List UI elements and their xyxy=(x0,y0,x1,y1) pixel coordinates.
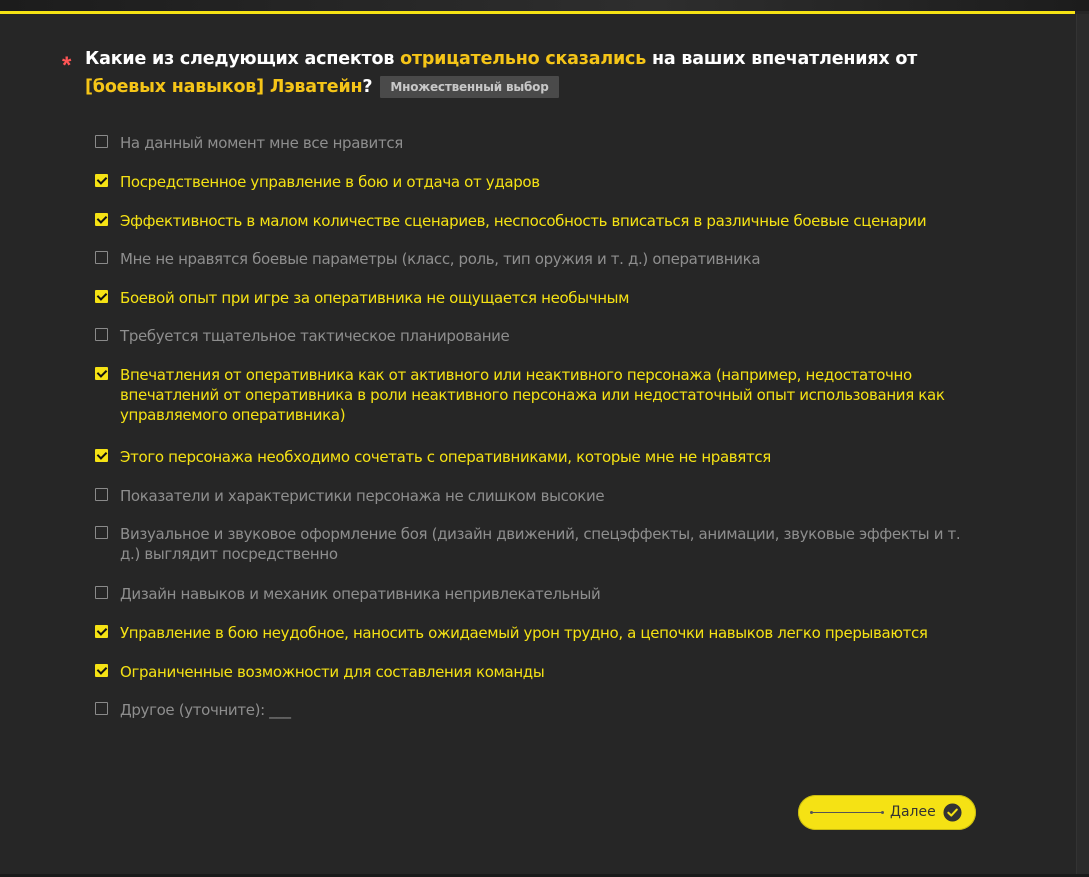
required-mark: * xyxy=(62,52,72,79)
top-bar xyxy=(0,0,1089,11)
option-label: Впечатления от оперативника как от активного или неактивного персонажа (например, недостаточно впечатлений от оперативника в роли неактивного персонажа или недостаточный опыт использования как управляемого оперативника) xyxy=(120,366,945,424)
option-label: Визуальное и звуковое оформление боя (дизайн движений, спецэффекты, анимации, звуковые эффекты и т. д.) выглядит посредственно xyxy=(120,525,961,563)
checkbox[interactable] xyxy=(95,290,108,303)
option-13[interactable] xyxy=(95,662,975,682)
checkbox[interactable] xyxy=(95,586,108,599)
question-text-2: на ваших впечатлениях от xyxy=(646,49,918,69)
checkbox[interactable] xyxy=(95,488,108,501)
question-highlight-1: отрицательно сказались xyxy=(400,49,647,69)
option-label: Требуется тщательное тактическое планирование xyxy=(120,327,510,345)
check-circle-icon xyxy=(943,803,962,822)
next-button-label: Далее xyxy=(890,804,936,820)
multiple-choice-tag: Множественный выбор xyxy=(380,76,558,98)
checkbox[interactable] xyxy=(95,664,108,677)
accent-divider xyxy=(0,11,1075,14)
checkbox[interactable] xyxy=(95,328,108,341)
option-label: Другое (уточните): ___ xyxy=(120,701,291,719)
checkbox[interactable] xyxy=(95,213,108,226)
question-text-3: ? xyxy=(362,77,373,97)
checkbox[interactable] xyxy=(95,135,108,148)
option-8[interactable] xyxy=(95,447,975,467)
checkbox[interactable] xyxy=(95,449,108,462)
option-4[interactable] xyxy=(95,249,975,269)
option-label: Эффективность в малом количестве сценариев, неспособность вписаться в различные боевые сценарии xyxy=(120,212,927,230)
option-label: Этого персонажа необходимо сочетать с оперативниками, которые мне не нравятся xyxy=(120,448,771,466)
question-title xyxy=(85,45,992,101)
checkbox[interactable] xyxy=(95,174,108,187)
option-label: Дизайн навыков и механик оперативника непривлекательный xyxy=(120,585,601,603)
option-14[interactable] xyxy=(95,700,975,720)
question-block xyxy=(62,45,992,101)
option-label: На данный момент мне все нравится xyxy=(120,134,403,152)
option-11[interactable] xyxy=(95,584,975,604)
question-highlight-2: [боевых навыков] Лэватейн xyxy=(85,77,363,97)
option-6[interactable] xyxy=(95,326,975,346)
scrollbar[interactable] xyxy=(1076,14,1089,874)
option-3[interactable] xyxy=(95,211,975,231)
checkbox[interactable] xyxy=(95,702,108,715)
option-12[interactable] xyxy=(95,623,975,643)
checkbox[interactable] xyxy=(95,526,108,539)
option-label: Боевой опыт при игре за оперативника не ощущается необычным xyxy=(120,289,630,307)
option-5[interactable] xyxy=(95,288,975,308)
option-1[interactable] xyxy=(95,133,975,153)
option-label: Посредственное управление в бою и отдача от ударов xyxy=(120,173,540,191)
option-2[interactable] xyxy=(95,172,975,192)
checkbox[interactable] xyxy=(95,367,108,380)
option-label: Ограниченные возможности для составления команды xyxy=(120,663,545,681)
option-label: Управление в бою неудобное, наносить ожидаемый урон трудно, а цепочки навыков легко прерываются xyxy=(120,624,928,642)
checkbox[interactable] xyxy=(95,625,108,638)
option-9[interactable] xyxy=(95,486,975,506)
option-label: Мне не нравятся боевые параметры (класс, роль, тип оружия и т. д.) оперативника xyxy=(120,250,761,268)
option-10[interactable] xyxy=(95,524,975,564)
checkbox[interactable] xyxy=(95,251,108,264)
decorative-line xyxy=(812,812,882,813)
next-button[interactable] xyxy=(798,795,976,830)
option-7[interactable] xyxy=(95,365,975,425)
question-text-1: Какие из следующих аспектов xyxy=(85,49,401,69)
option-label: Показатели и характеристики персонажа не слишком высокие xyxy=(120,487,605,505)
